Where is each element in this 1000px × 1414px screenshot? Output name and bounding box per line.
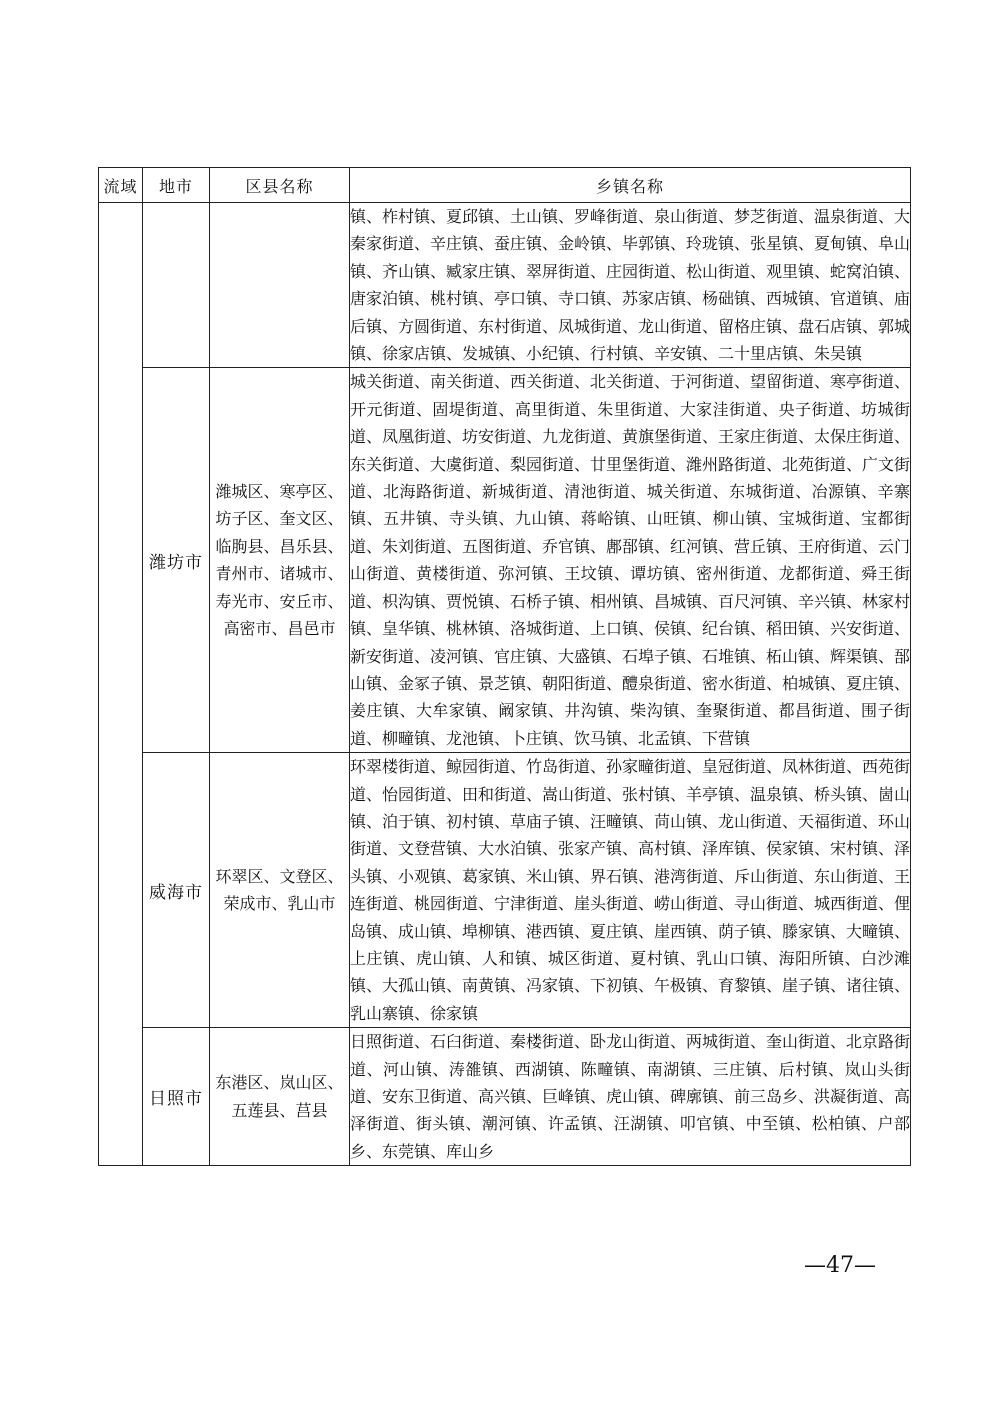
town-cell: 日照街道、石臼街道、秦楼街道、卧龙山街道、两城街道、奎山街道、北京路街道、河山镇、涛雒镇、西湖镇、陈疃镇、南湖镇、三庄镇、后村镇、岚山头街道、安东卫街道、高兴镇、巨峰镇、虎山镇、碑廓镇、前三岛乡、洪凝街道、高泽街道、街头镇、潮河镇、许孟镇、汪湖镇、叩官镇、中至镇、松柏镇、户部乡、东莞镇、库山乡 (350, 1028, 911, 1166)
town-cell: 镇、柞村镇、夏邱镇、土山镇、罗峰街道、泉山街道、梦芝街道、温泉街道、大秦家街道、辛庄镇、蚕庄镇、金岭镇、毕郭镇、玲珑镇、张星镇、夏甸镇、阜山镇、齐山镇、臧家庄镇、翠屏街道、庄园街道、松山街道、观里镇、蛇窝泊镇、唐家泊镇、桃村镇、亭口镇、寺口镇、苏家店镇、杨础镇、西城镇、官道镇、庙后镇、方圆街道、东村街道、凤城街道、龙山街道、留格庄镇、盘石店镇、郭城镇、徐家店镇、发城镇、小纪镇、行村镇、辛安镇、二十里店镇、朱吴镇 (350, 203, 911, 368)
city-cell: 威海市 (143, 753, 210, 1028)
city-cell: 潍坊市 (143, 368, 210, 753)
header-town: 乡镇名称 (350, 168, 911, 203)
table-row (99, 1028, 911, 1166)
city-cell (143, 203, 210, 368)
table-row (99, 753, 911, 1028)
county-cell: 潍城区、寒亭区、坊子区、奎文区、临朐县、昌乐县、青州市、诸城市、寿光市、安丘市、高密市、昌邑市 (210, 368, 350, 753)
city-cell: 日照市 (143, 1028, 210, 1166)
town-cell: 环翠楼街道、鲸园街道、竹岛街道、孙家疃街道、皇冠街道、凤林街道、西苑街道、怡园街道、田和街道、嵩山街道、张村镇、羊亭镇、温泉镇、桥头镇、崮山镇、泊于镇、初村镇、草庙子镇、汪疃镇、苘山镇、龙山街道、天福街道、环山街道、文登营镇、大水泊镇、张家产镇、高村镇、泽库镇、侯家镇、宋村镇、泽头镇、小观镇、葛家镇、米山镇、界石镇、港湾街道、斥山街道、东山街道、王连街道、桃园街道、宁津街道、崖头街道、崂山街道、寻山街道、城西街道、俚岛镇、成山镇、埠柳镇、港西镇、夏庄镇、崖西镇、荫子镇、滕家镇、大疃镇、上庄镇、虎山镇、人和镇、城区街道、夏村镇、乳山口镇、海阳所镇、白沙滩镇、大孤山镇、南黄镇、冯家镇、下初镇、午极镇、育黎镇、崖子镇、诸往镇、乳山寨镇、徐家镇 (350, 753, 911, 1028)
header-county: 区县名称 (210, 168, 350, 203)
county-cell: 东港区、岚山区、五莲县、莒县 (210, 1028, 350, 1166)
county-cell (210, 203, 350, 368)
basin-cell (99, 203, 143, 1166)
page-number: —47— (804, 1253, 876, 1278)
table-header-row (99, 168, 911, 203)
table-row (99, 368, 911, 753)
county-cell: 环翠区、文登区、荣成市、乳山市 (210, 753, 350, 1028)
header-basin: 流域 (99, 168, 143, 203)
table-row (99, 203, 911, 368)
header-city: 地市 (143, 168, 210, 203)
town-table (98, 167, 911, 1166)
town-cell: 城关街道、南关街道、西关街道、北关街道、于河街道、望留街道、寒亭街道、开元街道、固堤街道、高里街道、朱里街道、大家洼街道、央子街道、坊城街道、凤凰街道、坊安街道、九龙街道、黄旗堡街道、王家庄街道、太保庄街道、东关街道、大虞街道、梨园街道、廿里堡街道、潍州路街道、北苑街道、广文街道、北海路街道、新城街道、清池街道、城关街道、东城街道、冶源镇、辛寨镇、五井镇、寺头镇、九山镇、蒋峪镇、山旺镇、柳山镇、宝城街道、宝都街道、朱刘街道、五图街道、乔官镇、鄌郚镇、红河镇、营丘镇、王府街道、云门山街道、黄楼街道、弥河镇、王坟镇、谭坊镇、密州街道、龙都街道、舜王街道、枳沟镇、贾悦镇、石桥子镇、相州镇、昌城镇、百尺河镇、辛兴镇、林家村镇、皇华镇、桃林镇、洛城街道、上口镇、侯镇、纪台镇、稻田镇、兴安街道、新安街道、凌河镇、官庄镇、大盛镇、石埠子镇、石堆镇、柘山镇、辉渠镇、郚山镇、金冢子镇、景芝镇、朝阳街道、醴泉街道、密水街道、柏城镇、夏庄镇、姜庄镇、大牟家镇、阚家镇、井沟镇、柴沟镇、奎聚街道、都昌街道、围子街道、柳疃镇、龙池镇、卜庄镇、饮马镇、北孟镇、下营镇 (350, 368, 911, 753)
